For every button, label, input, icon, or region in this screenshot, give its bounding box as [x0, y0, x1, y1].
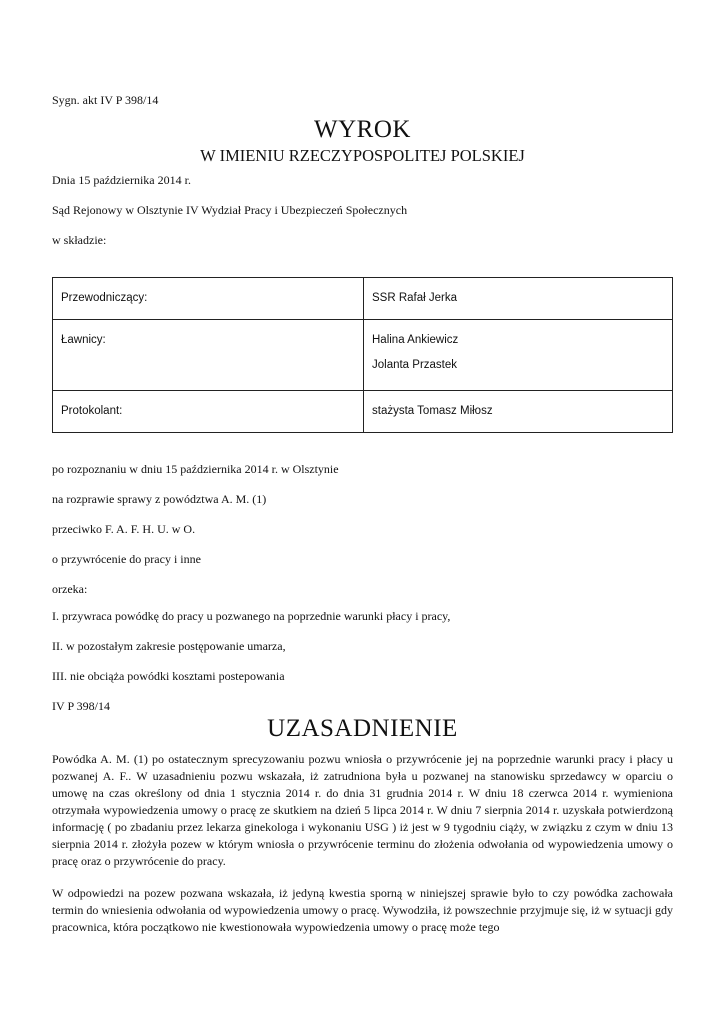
ruling-item: I. przywraca powódkę do pracy u pozwanego na poprzednie warunki płacy i pracy,	[52, 609, 451, 623]
panel-row-chair	[53, 278, 673, 320]
document-title: WYROK	[314, 116, 411, 143]
court-line: Sąd Rejonowy w Olsztynie IV Wydział Pracy i Ubezpieczeń Społecznych	[52, 203, 408, 217]
proceedings-line: o przywrócenie do pracy i inne	[52, 552, 201, 566]
panel-row-clerk	[53, 391, 673, 433]
proceedings-line: orzeka:	[52, 582, 88, 596]
document-subtitle: W IMIENIU RZECZYPOSPOLITEJ POLSKIEJ	[200, 146, 525, 165]
proceedings-line: po rozpoznaniu w dniu 15 października 2014 r. w Olsztynie	[52, 462, 339, 476]
panel-value-lay-judge-1: Halina Ankiewicz	[372, 334, 459, 346]
date-line: Dnia 15 października 2014 r.	[52, 173, 191, 187]
panel-row-lay-judges	[53, 320, 673, 391]
panel-label-lay-judges: Ławnicy:	[61, 334, 106, 346]
panel-value-clerk: stażysta Tomasz Miłosz	[372, 405, 493, 417]
composition-line: w składzie:	[52, 233, 107, 247]
panel-value-chair: SSR Rafał Jerka	[372, 292, 458, 304]
panel-label-clerk: Protokolant:	[61, 405, 123, 417]
panel-label-chair: Przewodniczący:	[61, 292, 148, 304]
case-number: IV P 398/14	[52, 699, 111, 713]
panel-value-lay-judge-2: Jolanta Przastek	[372, 359, 458, 371]
justification-paragraph: W odpowiedzi na pozew pozwana wskazała, iż jedyną kwestia sporną w niniejszej sprawie było to czy powódka zachowała termin do wniesienia odwołania od wypowiedzenia umowy o pracę. Wywodziła, iż powszechnie przyjmuje się, iż w sytuacji gdy pracownica, która początkowo nie kwestionowała wypowiedzenia umowy o pracę może tego	[52, 886, 673, 934]
ruling-item: III. nie obciąża powódki kosztami postepowania	[52, 669, 285, 683]
case-signature: Sygn. akt IV P 398/14	[52, 93, 159, 107]
proceedings-line: przeciwko F. A. F. H. U. w O.	[52, 522, 196, 536]
proceedings-line: na rozprawie sprawy z powództwa A. M. (1)	[52, 492, 267, 506]
justification-paragraph: Powódka A. M. (1) po ostatecznym sprecyzowaniu pozwu wniosła o przywrócenie jej na poprzednie warunki pracy i płacy u pozwanej A. F.. W uzasadnieniu pozwu wskazała, iż zatrudniona była u pozwanej na stanowisku sprzedawcy w oparciu o umowę na czas określony od dnia 1 stycznia 2014 r. do dnia 31 grudnia 2014 r. W dniu 18 czerwca 2014 r. wymieniona otrzymała wypowiedzenia umowy o pracę ze skutkiem na dzień 5 lipca 2014 r. W dniu 7 sierpnia 2014 r. uzyskała potwierdzoną informację ( po zbadaniu przez lekarza ginekologa i wykonaniu USG ) iż jest w 9 tygodniu ciąży, w związku z czym w dniu 13 sierpnia 2014 r. złożyła pozew w którym wniosła o przywrócenie terminu do złożenia odwołania od wypowiedzenia umowy o pracę oraz o przywrócenie do pracy.	[52, 752, 673, 868]
court-panel-table	[52, 277, 673, 433]
justification-title: UZASADNIENIE	[267, 715, 458, 742]
ruling-item: II. w pozostałym zakresie postępowanie umarza,	[52, 639, 286, 653]
